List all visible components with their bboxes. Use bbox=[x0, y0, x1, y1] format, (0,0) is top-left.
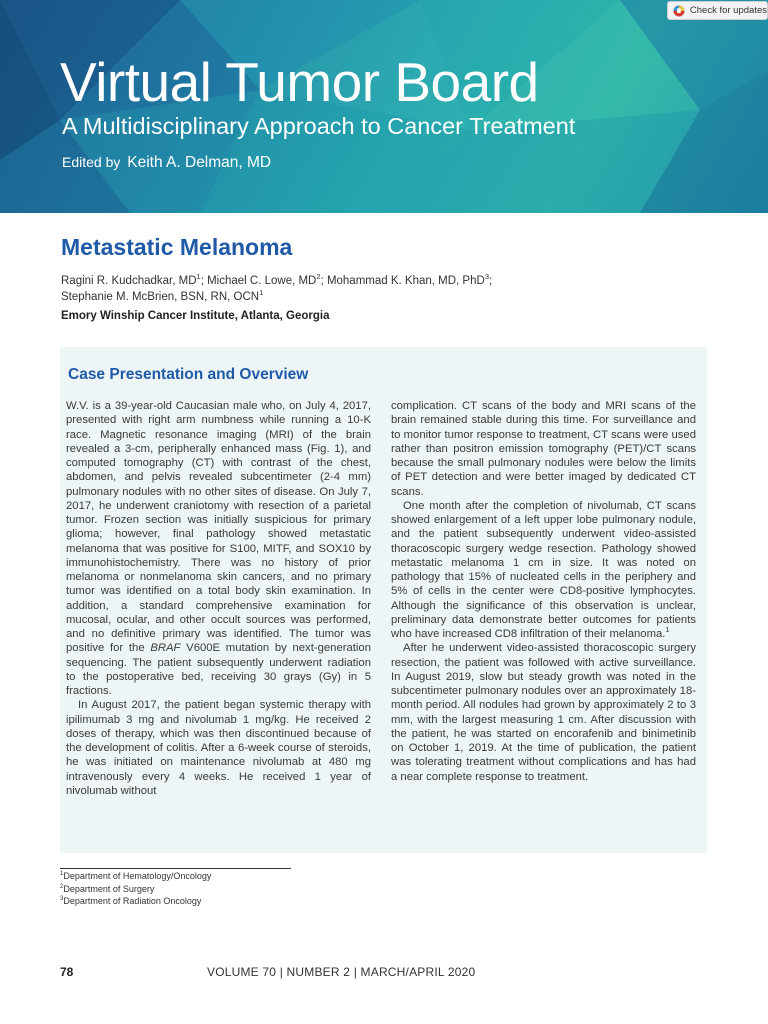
case-presentation-box bbox=[60, 347, 707, 853]
footnote-text: Department of Radiation Oncology bbox=[63, 896, 202, 906]
author-name: Stephanie M. McBrien, BSN, RN, OCN bbox=[61, 291, 260, 303]
footnote bbox=[60, 883, 211, 896]
body-paragraph: complication. CT scans of the body and MRI scans of the brain remained stable during this time. For surveillance and to monitor tumor response to treatment, CT scans were used rather than positron emission tomography (PET)/CT scans because the small pulmonary nodules were below the limits of PET detection and were better imaged by dedicated CT scans. bbox=[391, 400, 696, 498]
author-affiliation-mark: 3 bbox=[484, 272, 489, 282]
article-title: Metastatic Melanoma bbox=[61, 234, 293, 260]
footnote-mark: 3 bbox=[60, 896, 64, 902]
paragraph-text: One month after the completion of nivolumab, CT scans showed enlargement of a left upper lobe pulmonary nodule, and the patient subsequently underwent video-assisted thoracoscopic surgery wedge resection. Pathology showed metastatic melanoma 1 cm in size. It was noted on pathology that 15% of nucleated cells in the periphery and 5% of cells in the center were CD8-positive lymphocytes. Although the significance of this observation is unclear, preliminary data demonstrate better outcomes for patients who have increased CD8 infiltration of their melanoma. bbox=[391, 499, 696, 640]
check-for-updates-button[interactable] bbox=[667, 1, 768, 20]
body-paragraph bbox=[391, 499, 696, 642]
gene-name: BRAF bbox=[150, 642, 181, 655]
edited-by-label: Edited by bbox=[62, 154, 121, 170]
author-name: Michael C. Lowe, MD bbox=[207, 275, 317, 287]
author-affiliation-mark: 1 bbox=[196, 272, 201, 282]
body-column-left bbox=[66, 399, 371, 798]
body-column-right bbox=[391, 399, 696, 784]
footnote bbox=[60, 870, 211, 883]
journal-banner bbox=[0, 0, 768, 213]
crossmark-icon bbox=[673, 5, 685, 17]
check-for-updates-label: Check for updates bbox=[689, 5, 767, 16]
footnote-list bbox=[60, 870, 211, 908]
author-affiliation-mark: 1 bbox=[259, 288, 264, 298]
footnote bbox=[60, 895, 211, 908]
body-paragraph: In August 2017, the patient began systemic therapy with ipilimumab 3 mg and nivolumab 1 mg/kg. He received 2 doses of therapy, which was then discontinued because of the development of colitis. After a 6-week course of steroids, he was initiated on maintenance nivolumab at 480 mg intravenously every 4 weeks. He received 1 year of nivolumab without bbox=[66, 699, 371, 797]
footnote-text: Department of Hematology/Oncology bbox=[63, 871, 212, 881]
journal-section-subtitle: A Multidisciplinary Approach to Cancer Treatment bbox=[62, 113, 576, 139]
page-number: 78 bbox=[60, 965, 74, 979]
author-separator: ; bbox=[488, 275, 493, 287]
editor-credit bbox=[62, 152, 271, 173]
author-name: Ragini R. Kudchadkar, MD bbox=[61, 275, 197, 287]
paragraph-text: V600E mutation by next-generation sequencing. The patient subsequently underwent radiation to the postoperative bed, receiving 30 grays (Gy) in 5 fractions. bbox=[66, 642, 371, 697]
author-name: Mohammad K. Khan, MD, PhD bbox=[326, 275, 485, 287]
journal-section-title: Virtual Tumor Board bbox=[60, 51, 539, 113]
case-section-heading: Case Presentation and Overview bbox=[68, 366, 309, 383]
issue-info: VOLUME 70 | NUMBER 2 | MARCH/APRIL 2020 bbox=[207, 965, 476, 979]
footnote-text: Department of Surgery bbox=[63, 883, 155, 894]
reference-mark: 1 bbox=[665, 625, 670, 635]
author-institution: Emory Winship Cancer Institute, Atlanta, Georgia bbox=[61, 310, 330, 322]
paragraph-text: W.V. is a 39-year-old Caucasian male who, on July 4, 2017, presented with right arm numbness while running a 10-K race. Magnetic resonance imaging (MRI) of the brain revealed a 3-cm, peripherally enhanced mass (Fig. 1), and computed tomography (CT) with contrast of the chest, abdomen, and pelvis revealed subcentimeter (2-4 mm) pulmonary nodules with no other sites of disease. On July 7, 2017, he underwent craniotomy with resection of a parietal tumor. Frozen section was initially suspicious for primary glioma; however, final pathology showed metastatic melanoma that was positive for S100, MITF, and SOX10 by immunohistochemistry. There was no history of prior melanoma or nonmelanoma skin cancers, and no primary tumor was identified on a total body skin examination. In addition, a standard comprehensive examination for mucosal, ocular, and other occult sources was performed, and no definitive primary was identified. The tumor was positive for the bbox=[66, 400, 371, 655]
editor-name: Keith A. Delman, MD bbox=[127, 154, 272, 171]
body-paragraph bbox=[66, 399, 371, 698]
author-separator: ; bbox=[320, 275, 327, 287]
footnote-mark: 2 bbox=[60, 883, 64, 890]
footnote-mark: 1 bbox=[60, 871, 64, 877]
author-separator: ; bbox=[200, 275, 208, 287]
body-paragraph: After he underwent video-assisted thoracoscopic surgery resection, the patient was followed with active surveillance. In August 2019, slow but steady growth was noted in the subcentimeter pulmonary nodules over an approximately 18-month period. All nodules had grown by approximately 2 to 3 mm, with the largest measuring 1 cm. After discussion with the patient, he was started on encorafenib and binimetinib on October 1, 2019. At the time of publication, the patient was tolerating treatment without complications and has had a near complete response to treatment. bbox=[391, 642, 696, 783]
author-affiliation-mark: 2 bbox=[316, 272, 321, 282]
author-list bbox=[61, 273, 701, 305]
footnote-divider bbox=[60, 868, 291, 869]
